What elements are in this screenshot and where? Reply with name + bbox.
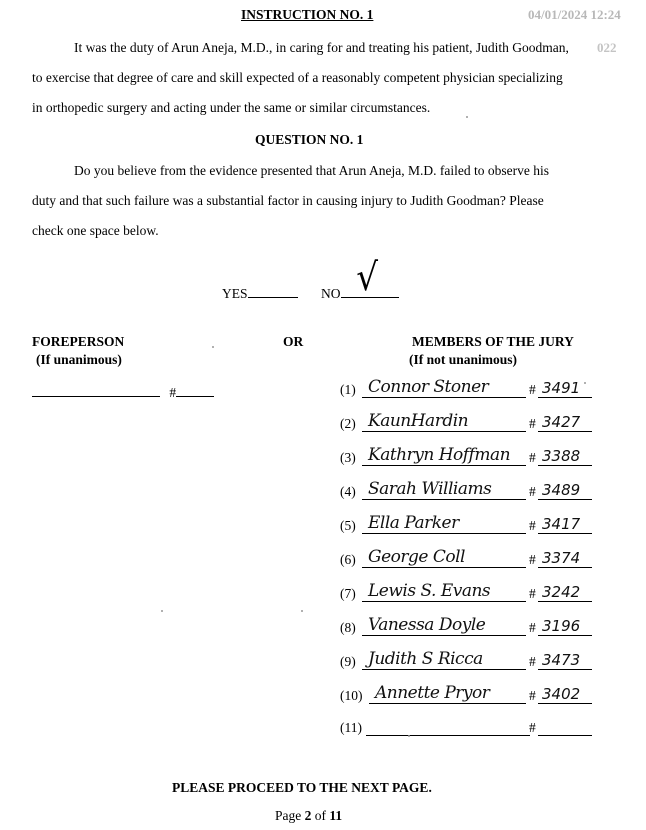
- or-label: OR: [283, 334, 304, 349]
- juror-signature-line[interactable]: [362, 647, 526, 670]
- scan-speck: [212, 346, 214, 348]
- juror-number: 3374: [542, 549, 581, 567]
- juror-signature-line[interactable]: [369, 681, 526, 704]
- juror-hash: #: [529, 382, 536, 397]
- yes-blank[interactable]: [248, 285, 298, 298]
- juror-number: 3388: [542, 447, 581, 465]
- juror-signature-line[interactable]: [366, 713, 530, 736]
- juror-number-line[interactable]: [538, 681, 592, 704]
- juror-signature-line[interactable]: [362, 375, 526, 398]
- instruction-title: INSTRUCTION NO. 1: [241, 7, 374, 22]
- juror-signature: Judith S Ricca: [368, 649, 483, 669]
- juror-signature-line[interactable]: [362, 511, 526, 534]
- juror-signature-line[interactable]: [362, 579, 526, 602]
- juror-signature-line[interactable]: [362, 409, 526, 432]
- page-current: 2: [304, 808, 312, 823]
- foreperson-number-line[interactable]: [176, 384, 214, 397]
- members-label: MEMBERS OF THE JURY: [412, 334, 574, 349]
- page-prefix: Page: [275, 808, 302, 823]
- juror-signature: Sarah Williams: [368, 479, 492, 499]
- juror-number: 3196: [542, 617, 581, 635]
- juror-number: 3402: [542, 685, 581, 703]
- proceed-notice: PLEASE PROCEED TO THE NEXT PAGE.: [172, 780, 432, 795]
- juror-hash: #: [529, 654, 536, 669]
- date-stamp: 04/01/2024 12:24: [528, 7, 621, 22]
- juror-number-line[interactable]: [538, 713, 592, 736]
- instruction-line-2: to exercise that degree of care and skill expected of a reasonably competent physician specializing: [32, 70, 563, 85]
- juror-signature: Annette Pryor: [375, 683, 490, 703]
- juror-number-line[interactable]: [538, 579, 592, 602]
- question-title: QUESTION NO. 1: [255, 132, 364, 147]
- juror-hash: #: [529, 518, 536, 533]
- yes-option[interactable]: [222, 285, 298, 302]
- scan-speck: [408, 735, 410, 737]
- question-line-3: check one space below.: [32, 223, 159, 238]
- juror-hash: #: [529, 688, 536, 703]
- yes-label: YES: [222, 286, 248, 301]
- foreperson-hash: #: [169, 385, 177, 400]
- juror-hash: #: [529, 720, 536, 735]
- no-blank[interactable]: [341, 255, 399, 299]
- juror-number-line[interactable]: [538, 409, 592, 432]
- juror-index: (7): [340, 586, 356, 601]
- juror-number: 3489: [542, 481, 581, 499]
- stamp-fragment: 022: [597, 40, 617, 55]
- no-option[interactable]: [321, 255, 399, 302]
- juror-index: (8): [340, 620, 356, 635]
- scan-speck: [301, 610, 303, 612]
- juror-hash: #: [529, 450, 536, 465]
- juror-index: (10): [340, 688, 363, 703]
- question-line-1: Do you believe from the evidence presented that Arun Aneja, M.D. failed to observe his: [74, 163, 549, 178]
- checkmark-icon: √: [355, 255, 378, 299]
- juror-hash: #: [529, 552, 536, 567]
- juror-signature: Vanessa Doyle: [368, 615, 486, 635]
- foreperson-signature-row[interactable]: [32, 384, 214, 401]
- page-of: of: [314, 808, 326, 823]
- juror-number: 3242: [542, 583, 581, 601]
- juror-number-line[interactable]: [538, 545, 592, 568]
- juror-number-line[interactable]: [538, 443, 592, 466]
- juror-index: (9): [340, 654, 356, 669]
- juror-number-line[interactable]: [538, 511, 592, 534]
- juror-signature-line[interactable]: [362, 545, 526, 568]
- juror-index: (6): [340, 552, 356, 567]
- no-label: NO: [321, 286, 341, 301]
- scan-speck: [466, 116, 468, 118]
- juror-signature: Connor Stoner: [368, 377, 489, 397]
- juror-number-line[interactable]: [538, 647, 592, 670]
- juror-signature-line[interactable]: [362, 443, 526, 466]
- instruction-line-3: in orthopedic surgery and acting under the same or similar circumstances.: [32, 100, 431, 115]
- juror-hash: #: [529, 620, 536, 635]
- juror-signature-line[interactable]: [362, 477, 526, 500]
- juror-number-line[interactable]: [538, 477, 592, 500]
- instruction-line-1: It was the duty of Arun Aneja, M.D., in caring for and treating his patient, Judith Goodman,: [74, 40, 569, 55]
- juror-number: 3491: [542, 379, 581, 397]
- juror-index: (4): [340, 484, 356, 499]
- juror-hash: #: [529, 484, 536, 499]
- foreperson-sub: (If unanimous): [36, 352, 122, 367]
- juror-signature: Lewis S. Evans: [368, 581, 491, 601]
- foreperson-signature-line[interactable]: [32, 384, 160, 397]
- juror-number: 3473: [542, 651, 581, 669]
- juror-hash: #: [529, 586, 536, 601]
- juror-number-line[interactable]: [538, 375, 592, 398]
- juror-hash: #: [529, 416, 536, 431]
- scan-speck: [161, 610, 163, 612]
- juror-number-line[interactable]: [538, 613, 592, 636]
- juror-signature: Ella Parker: [368, 513, 459, 533]
- juror-index: (1): [340, 382, 356, 397]
- juror-signature: Kathryn Hoffman: [368, 445, 511, 465]
- juror-number: 3427: [542, 413, 581, 431]
- juror-signature-line[interactable]: [362, 613, 526, 636]
- page-number: [275, 808, 342, 824]
- juror-index: (2): [340, 416, 356, 431]
- foreperson-label: FOREPERSON: [32, 334, 125, 349]
- juror-signature: George Coll: [368, 547, 465, 567]
- question-line-2: duty and that such failure was a substantial factor in causing injury to Judith Goodman? Please: [32, 193, 544, 208]
- juror-signature: KaunHardin: [368, 411, 469, 431]
- juror-number: 3417: [542, 515, 581, 533]
- juror-index: (11): [340, 720, 362, 735]
- juror-index: (3): [340, 450, 356, 465]
- members-sub: (If not unanimous): [409, 352, 518, 367]
- page-total: 11: [329, 808, 343, 823]
- juror-index: (5): [340, 518, 356, 533]
- scan-speck: [584, 382, 586, 384]
